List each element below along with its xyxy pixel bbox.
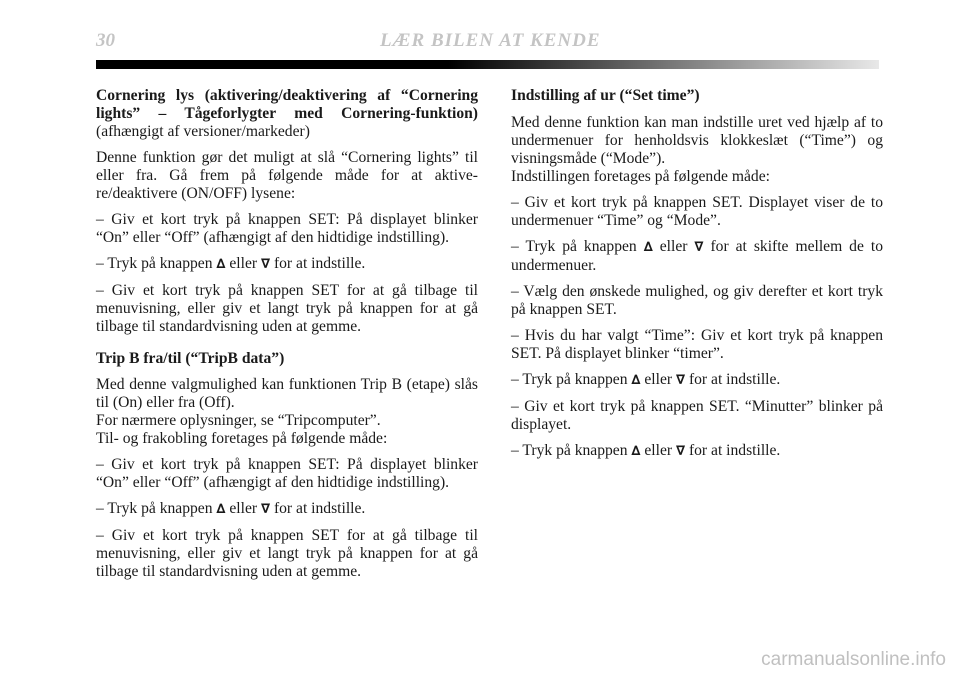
section-heading-set-time: Indstilling af ur (“Set time”): [511, 87, 700, 104]
step-tripb-1: – Giv et kort tryk på knappen SET: På displayet blinker “On” eller “Off” (afhængigt af den hidtidige indstilling).: [96, 456, 478, 491]
step-set-time-1: – Giv et kort tryk på knappen SET. Displayet viser de to undermenuer “Time” og “Mode”.: [511, 194, 883, 229]
step-text: – Tryk på knappen: [511, 371, 632, 388]
step-text: eller: [640, 442, 676, 459]
step-text: for at indstille.: [270, 500, 366, 517]
set-time-intro-line: Indstillingen foretages på følgende måde:: [511, 168, 770, 185]
step-text: – Tryk på knappen: [511, 238, 644, 255]
down-triangle-icon: ∇: [260, 257, 271, 272]
step-tripb-2: [96, 500, 478, 519]
section-cornering-intro-heading: [96, 87, 478, 141]
page-header-title: LÆR BILEN AT KENDE: [380, 30, 601, 51]
step-cornering-3: – Giv et kort tryk på knappen SET for at gå tilbage til menuvisning, eller giv et langt tryk på knappen for at gå tilbage til standardvisning uden at gemme.: [96, 282, 478, 335]
tripb-intro-line: Til- og frakobling foretages på følgende måde:: [96, 430, 388, 447]
down-triangle-icon: ∇: [675, 373, 686, 388]
page-number: 30: [96, 30, 115, 51]
step-set-time-5: [511, 371, 883, 390]
up-triangle-icon: ∆: [631, 444, 641, 459]
step-text: for at indstille.: [685, 442, 781, 459]
right-column: [511, 87, 883, 469]
section-heading-tripb: Trip B fra/til (“TripB data”): [96, 350, 285, 367]
step-text: for at indstille.: [685, 371, 781, 388]
step-text: for at indstille.: [270, 255, 366, 272]
up-triangle-icon: ∆: [631, 373, 641, 388]
step-tripb-3: – Giv et kort tryk på knappen SET for at gå tilbage til menuvisning, eller giv et langt tryk på knappen for at gå tilbage til standardvisning uden at gemme.: [96, 527, 478, 580]
step-cornering-1: – Giv et kort tryk på knappen SET: På displayet blinker “On” eller “Off” (afhængigt af den hidtidige indstilling).: [96, 211, 478, 246]
step-text: – Tryk på knappen: [96, 500, 217, 517]
down-triangle-icon: ∇: [675, 444, 686, 459]
section-heading-cornering-note: (afhængigt af versioner/markeder): [96, 123, 310, 140]
step-set-time-7: [511, 442, 883, 461]
tripb-intro-line: Med denne valgmulighed kan funktionen Trip B (etape) slås til (On) eller fra (Off).: [96, 376, 478, 411]
step-text: – Tryk på knappen: [511, 442, 632, 459]
step-set-time-4: – Hvis du har valgt “Time”: Giv et kort tryk på knappen SET. På displayet blinker “timer”.: [511, 327, 883, 362]
step-set-time-3: – Vælg den ønskede mulighed, og giv derefter et kort tryk på knappen SET.: [511, 283, 883, 318]
down-triangle-icon: ∇: [260, 502, 271, 517]
tripb-intro-line: For nærmere oplysninger, se “Tripcomputer”.: [96, 412, 381, 429]
paragraph-set-time-intro: [511, 114, 883, 186]
step-text: eller: [652, 238, 695, 255]
paragraph-tripb-intro: [96, 376, 478, 448]
left-column: [96, 87, 478, 589]
set-time-intro-line: Med denne funktion kan man indstille uret ved hjælp af to undermenuer for henholdsvis klokkeslæt (“Time”) og visningsmåde (“Mode”).: [511, 114, 883, 167]
up-triangle-icon: ∆: [216, 502, 226, 517]
up-triangle-icon: ∆: [216, 257, 226, 272]
step-set-time-2: [511, 238, 883, 275]
step-set-time-6: – Giv et kort tryk på knappen SET. “Minutter” blinker på displayet.: [511, 398, 883, 433]
step-text: – Tryk på knappen: [96, 255, 217, 272]
step-text: eller: [640, 371, 676, 388]
footer-watermark: carmanualsonline.info: [761, 649, 946, 670]
step-cornering-2: [96, 255, 478, 274]
down-triangle-icon: ∇: [694, 240, 704, 255]
up-triangle-icon: ∆: [643, 240, 653, 255]
paragraph-cornering-intro: Denne funktion gør det muligt at slå “Cornering lights” til eller fra. Gå frem på følgende måde for at aktive-re/deaktivere (ON/OFF) lysene:: [96, 149, 478, 202]
step-text: eller: [225, 500, 261, 517]
section-heading-cornering: Cornering lys (aktivering/deaktivering af “Cornering lights” – Tågeforlygter med Cornering-funktion): [96, 87, 478, 122]
header-rule: [96, 60, 879, 69]
step-text: for at skifte mellem de to undermenuer.: [511, 238, 883, 274]
step-text: eller: [225, 255, 261, 272]
